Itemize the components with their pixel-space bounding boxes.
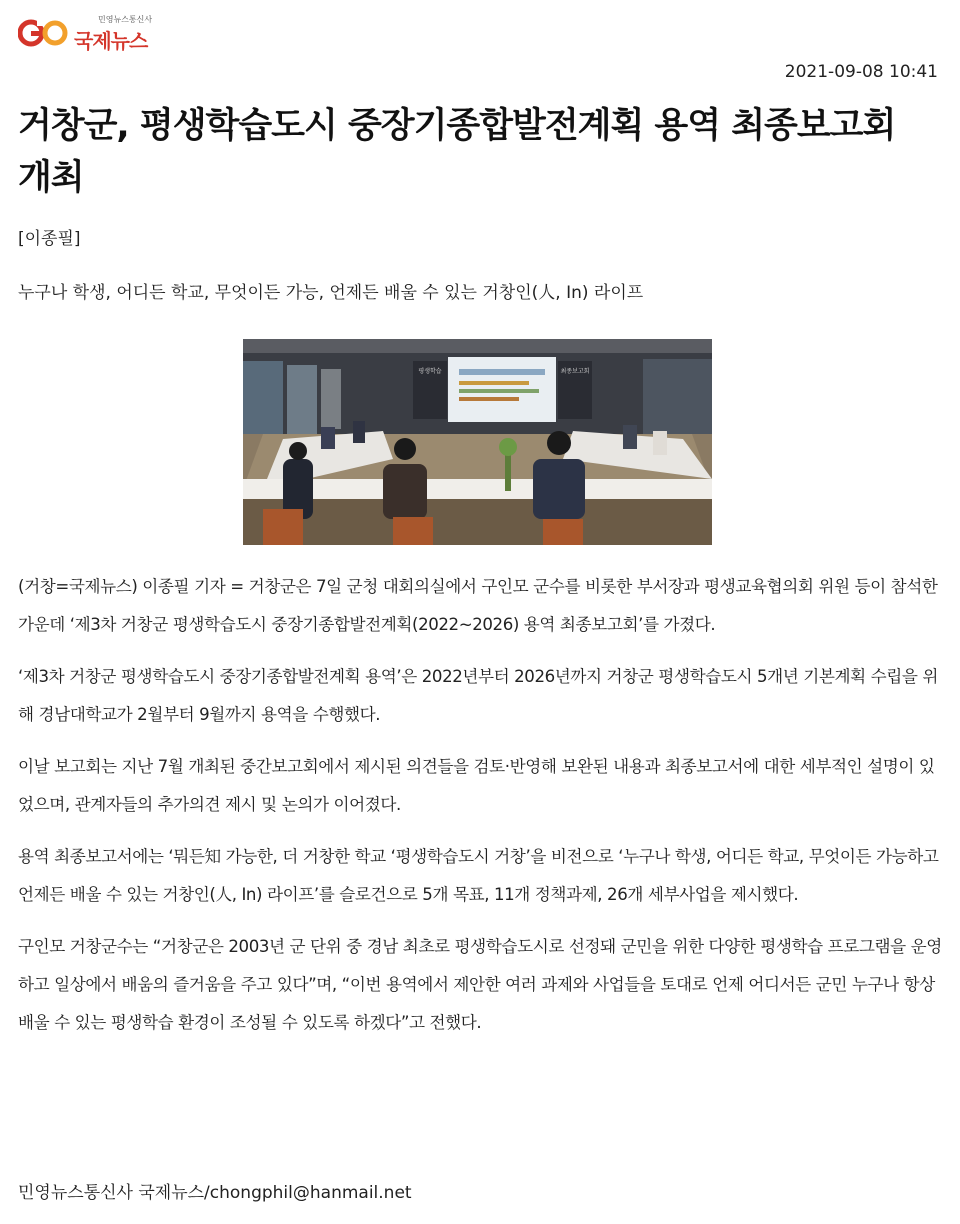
article-paragraph: 용역 최종보고서에는 ‘뭐든知 가능한, 더 거창한 학교 ‘평생학습도시 거창’을 비전으로 ‘누구나 학생, 어디든 학교, 무엇이든 가능하고 언제든 배울 수 있는 거창인(人, In) 라이프’를 슬로건으로 5개 목표, 11개 정책과제, 26개 세부사업을 제시했다. — [18, 847, 939, 904]
logo-tagline: 민영뉴스통신사 — [98, 15, 153, 24]
article-paragraph: 구인모 거창군수는 “거창군은 2003년 군 단위 중 경남 최초로 평생학습도시로 선정돼 군민을 위한 다양한 평생학습 프로그램을 운영하고 일상에서 배움의 즐거움을 주고 있다”며, “이번 용역에서 제안한 여러 과제와 사업들을 토대로 언제 어디서든 군민 누구나 항상 배울 수 있는 평생학습 환경이 조성될 수 있도록 하겠다”고 전했다. — [18, 937, 942, 1032]
article-subtitle: 누구나 학생, 어디든 학교, 무엇이든 가능, 언제든 배울 수 있는 거창인(人, In) 라이프 — [18, 283, 644, 303]
article-byline: 민영뉴스통신사 국제뉴스/chongphil@hanmail.net — [18, 1183, 412, 1203]
photo-sign-left: 평생학습 — [418, 368, 442, 375]
conference-photo — [243, 339, 712, 545]
article-datetime: 2021-09-08 10:41 — [784, 62, 938, 82]
logo-name: 국제뉴스 — [74, 29, 148, 53]
logo-mark-icon — [18, 14, 74, 50]
photo-sign-right: 최종보고회 — [560, 368, 590, 375]
article-paragraph: 이날 보고회는 지난 7월 개최된 중간보고회에서 제시된 의견들을 검토·반영해 보완된 내용과 최종보고서에 대한 세부적인 설명이 있었으며, 관계자들의 추가의견 제시 및 논의가 이어졌다. — [18, 757, 935, 814]
site-logo[interactable] — [18, 14, 168, 54]
article-body — [18, 568, 942, 1056]
article-title: 거창군, 평생학습도시 중장기종합발전계획 용역 최종보고회 개최 — [18, 106, 896, 198]
article-paragraph: ‘제3차 거창군 평생학습도시 중장기종합발전계획 용역’은 2022년부터 2026년까지 거창군 평생학습도시 5개년 기본계획 수립을 위해 경남대학교가 2월부터 9월까지 용역을 수행했다. — [18, 667, 939, 724]
article-paragraph: (거창=국제뉴스) 이종필 기자 = 거창군은 7일 군청 대회의실에서 구인모 군수를 비롯한 부서장과 평생교육협의회 위원 등이 참석한 가운데 ‘제3차 거창군 평생학습도시 중장기종합발전계획(2022~2026) 용역 최종보고회’를 가졌다. — [18, 577, 938, 634]
article-author: [이종필] — [18, 229, 81, 249]
